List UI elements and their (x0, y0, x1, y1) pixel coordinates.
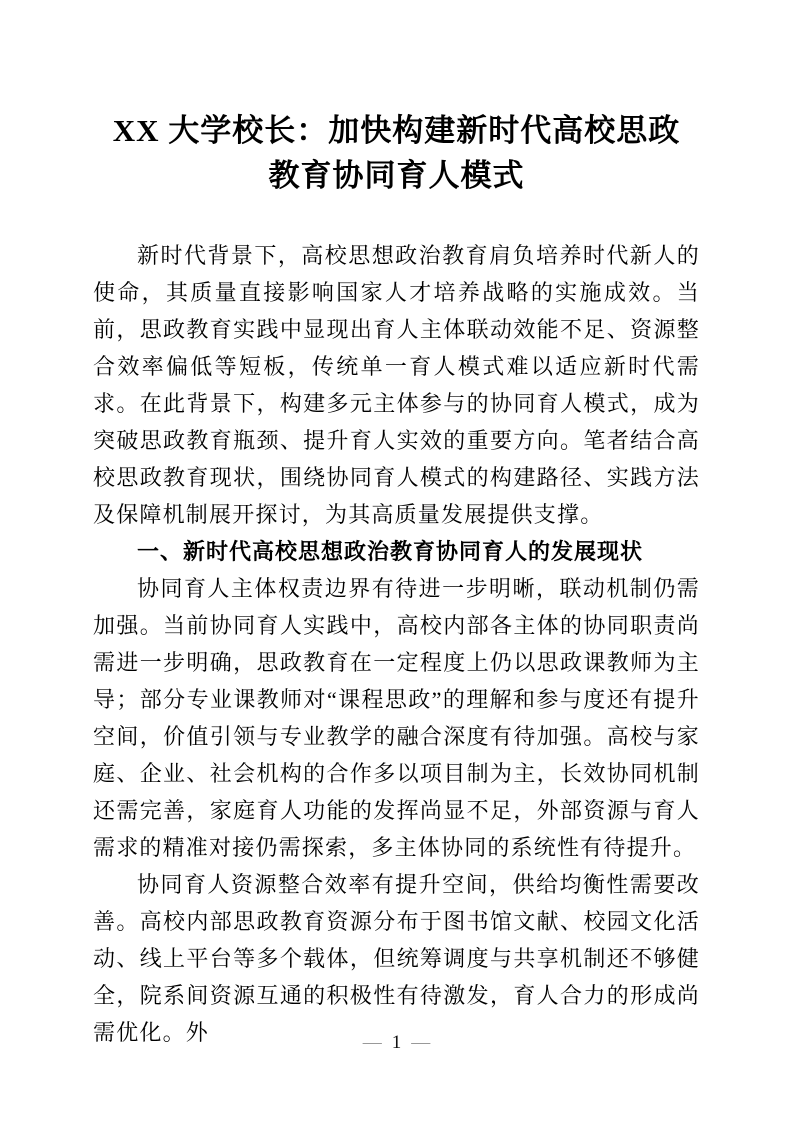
footer-right-dash: — (411, 1032, 431, 1053)
page-footer (0, 1032, 793, 1054)
document-title-line-2: 教育协同育人模式 (268, 158, 525, 193)
page-number: 1 (391, 1032, 402, 1053)
document-body (93, 237, 700, 1051)
paragraph-resources: 协同育人资源整合效率有提升空间，供给均衡性需要改善。高校内部思政教育资源分布于图书馆文献、校园文化活动、线上平台等多个载体，但统筹调度与共享机制还不够健全，院系间资源互通的积极性有待激发，育人合力的形成尚需优化。外 (93, 872, 700, 1045)
document-title-line-1: XX 大学校长：加快构建新时代高校思政 (112, 113, 681, 148)
paragraph-subjects: 协同育人主体权责边界有待进一步明晰，联动机制仍需加强。当前协同育人实践中，高校内部各主体的协同职责尚需进一步明确，思政教育在一定程度上仍以思政课教师为主导；部分专业课教师对“课程思政”的理解和参与度还有提升空间，价值引领与专业教学的融合深度有待加强。高校与家庭、企业、社会机构的合作多以项目制为主，长效协同机制还需完善，家庭育人功能的发挥尚显不足，外部资源与育人需求的精准对接仍需探索，多主体协同的系统性有待提升。 (93, 576, 700, 860)
footer-left-dash: — (362, 1032, 382, 1053)
section-heading-1: 一、新时代高校思想政治教育协同育人的发展现状 (137, 539, 644, 564)
paragraph-intro: 新时代背景下，高校思想政治教育肩负培养时代新人的使命，其质量直接影响国家人才培养战略的实施成效。当前，思政教育实践中显现出育人主体联动效能不足、资源整合效率偏低等短板，传统单一育人模式难以适应新时代需求。在此背景下，构建多元主体参与的协同育人模式，成为突破思政教育瓶颈、提升育人实效的重要方向。笔者结合高校思政教育现状，围绕协同育人模式的构建路径、实践方法及保障机制展开探讨，为其高质量发展提供支撑。 (93, 243, 700, 527)
document-title (93, 108, 700, 198)
